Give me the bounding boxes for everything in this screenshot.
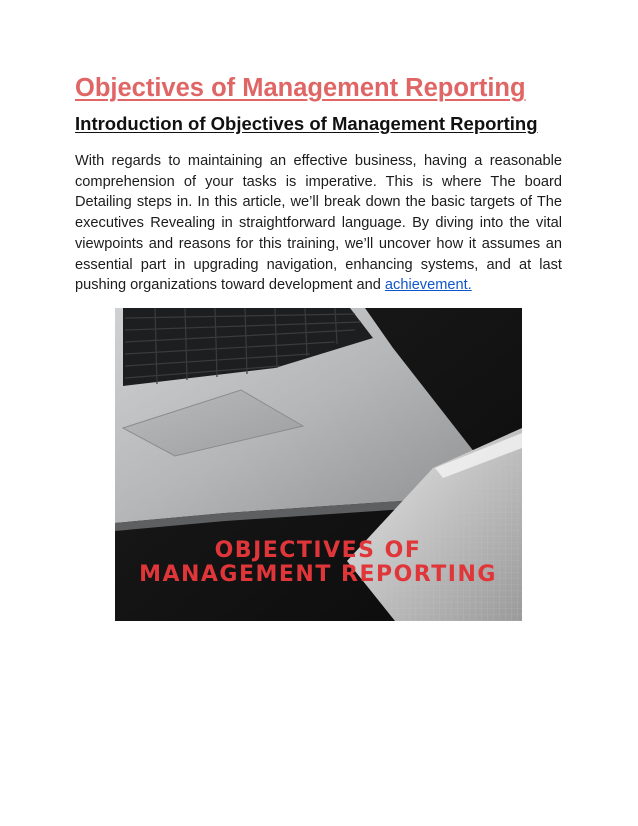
caption-line-1: OBJECTIVES OF — [214, 538, 422, 563]
section-heading: Introduction of Objectives of Management Reporting — [75, 113, 538, 134]
laptop-photo — [115, 308, 522, 621]
intro-paragraph-text: With regards to maintaining an effective business, having a reasonable comprehension of your tasks is imperative. This is where The board Detailing steps in. In this article, we’ll break down the basic targets of The executives Revealing in straightforward language. By diving into the vital viewpoints and reasons for this training, we’ll uncover how it assumes an essential part in upgrading navigation, enhancing systems, and at last pushing organizations toward development and — [75, 153, 562, 294]
page-title: Objectives of Management Reporting — [75, 74, 526, 102]
intro-paragraph — [75, 151, 562, 296]
caption-line-2: MANAGEMENT REPORTING — [139, 562, 497, 587]
hero-image — [115, 308, 522, 621]
achievement-link[interactable]: achievement. — [384, 277, 472, 294]
